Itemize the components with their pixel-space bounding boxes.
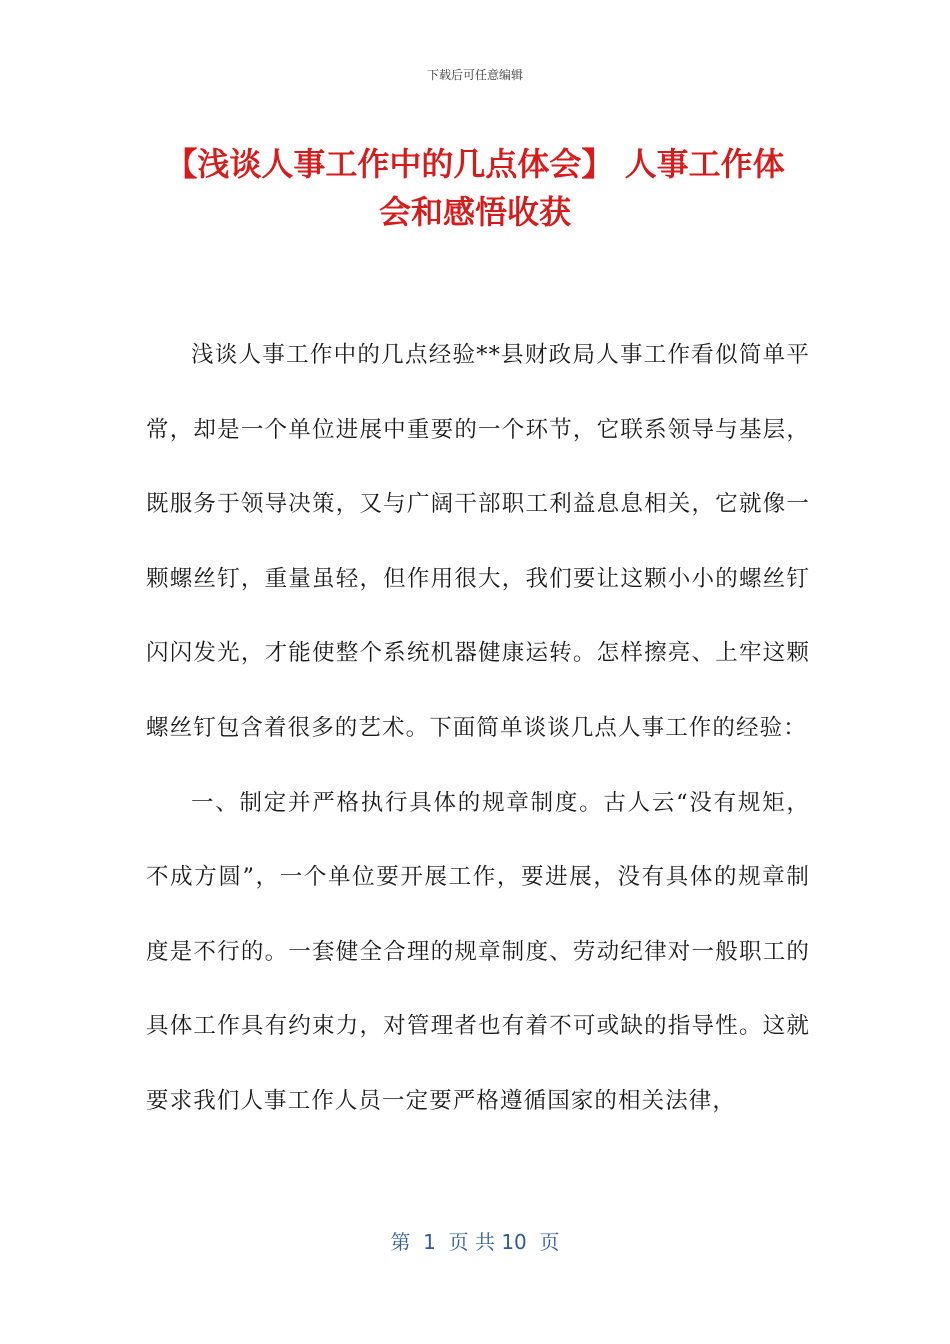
- document-body: [146, 318, 810, 1139]
- title-line-1: 【浅谈人事工作中的几点体会】 人事工作体: [165, 145, 785, 183]
- page-number: 第 1 页 共 10 页: [390, 1230, 560, 1254]
- title-line-2: 会和感悟收获: [378, 193, 571, 231]
- paragraph-1: 浅谈人事工作中的几点经验**县财政局人事工作看似简单平常，却是一个单位进展中重要的一个环节，它联系领导与基层，既服务于领导决策，又与广阔干部职工利益息息相关，它就像一颗螺丝钉，重量虽轻，但作用很大，我们要让这颗小小的螺丝钉闪闪发光，才能使整个系统机器健康运转。怎样擦亮、上牢这颗螺丝钉包含着很多的艺术。下面简单谈谈几点人事工作的经验：: [146, 342, 810, 741]
- paragraph-2: 一、制定并严格执行具体的规章制度。古人云“没有规矩，不成方圆”，一个单位要开展工作，要进展，没有具体的规章制度是不行的。一套健全合理的规章制度、劳动纪律对一般职工的具体工作具有约束力，对管理者也有着不可或缺的指导性。这就要求我们人事工作人员一定要严格遵循国家的相关法律，: [146, 789, 810, 1114]
- document-title: [120, 140, 830, 236]
- header-note: 下载后可任意编辑: [426, 68, 523, 82]
